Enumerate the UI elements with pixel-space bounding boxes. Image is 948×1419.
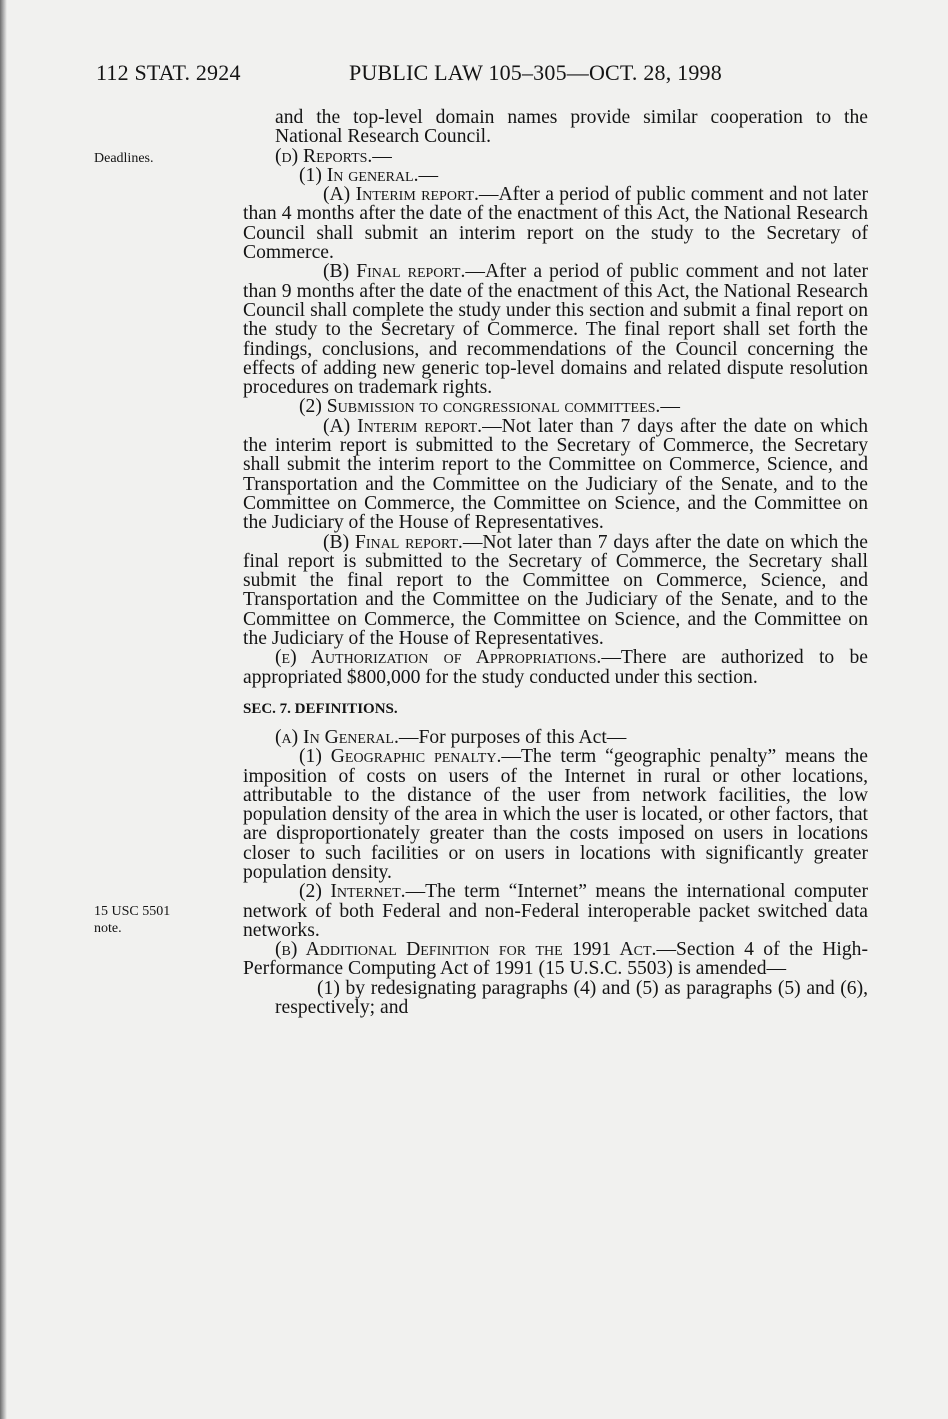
- a1-text: —The term “geographic penalty” means the imposition of costs on users of the Internet in rural or other locations, attributable to the distance of the user from network facilities, the low population density of the area in which the user is located, or other factors, that are disproportionately greater than the costs imposed on users in locations closer to such facilities or on users in locations with significantly greater population density.: [243, 746, 868, 883]
- subsection-d-heading: (d) Reports.—: [275, 145, 392, 167]
- b-lead: (b) Additional Definition for the 1991 Act.: [275, 939, 657, 961]
- margin-note-usc: [94, 903, 170, 937]
- paragraph-d1-heading: (1) In general.—: [299, 164, 439, 186]
- paragraph-continuation: and the top-level domain names provide similar cooperation to the National Research Council.: [275, 107, 868, 148]
- paragraph-d2a: [243, 417, 868, 533]
- d2a-text: —Not later than 7 days after the date on which the interim report is submitted to the Secretary of Commerce, the Secretary shall submit the interim report to the Committee on Commerce, Science, and Transportation and the Committee on the Judiciary of the Senate, and to the Committee on Commerce, the Committee on Science, and the Committee on the Judiciary of the House of Representatives.: [243, 415, 869, 534]
- d1b-text: —After a period of public comment and not later than 9 months after the date of the enactment of this Act, the National Research Council shall complete the study under this section and submit a final report on the study to the Secretary of Commerce. The final report shall set forth the findings, conclusions, and recommendations of the Council concerning the effects of adding new generic top-level domains and related dispute resolution procedures on trademark rights.: [243, 261, 868, 399]
- d1a-lead: (A) Interim report.: [323, 184, 479, 206]
- law-title: PUBLIC LAW 105–305—OCT. 28, 1998: [349, 60, 722, 85]
- stat-page-number: 112 STAT. 2924: [96, 60, 241, 85]
- section-7-heading: SEC. 7. DEFINITIONS.: [243, 700, 398, 717]
- paragraph-a2: [243, 882, 868, 940]
- subsection-a: [243, 728, 868, 747]
- margin-note-deadlines: Deadlines.: [94, 151, 154, 166]
- a-text: —For purposes of this Act—: [398, 726, 627, 748]
- paragraph-d2-heading: (2) Submission to congressional committees.—: [299, 396, 680, 418]
- paragraph-b1: (1) by redesignating paragraphs (4) and (5) as paragraphs (5) and (6), respectively; and: [275, 977, 868, 1019]
- body-text: [243, 108, 868, 1017]
- d2b-lead: (B) Final report.: [323, 531, 463, 553]
- page-header: [96, 60, 856, 90]
- a2-lead: (2) Internet.: [299, 881, 406, 903]
- d1b-lead: (B) Final report.: [323, 261, 466, 283]
- paragraph-a1: [243, 747, 868, 882]
- margin-note-usc-line2: note.: [94, 921, 122, 936]
- subsection-b: [243, 940, 868, 979]
- d1a-text: —After a period of public comment and not later than 4 months after the date of the enactment of this Act, the National Research Council shall submit an interim report on the study to the Secretary of Commerce.: [243, 184, 868, 264]
- paragraph-d2b: [243, 533, 868, 649]
- a1-lead: (1) Geographic penalty.: [299, 746, 502, 768]
- d2b-text: —Not later than 7 days after the date on which the final report is submitted to the Secretary of Commerce, the Secretary shall submit the final report to the Committee on Commerce, Science, and Transportation and the Committee on the Judiciary of the Senate, and to the Committee on Commerce, the Committee on Science, and the Committee on the Judiciary of the House of Representatives.: [243, 531, 868, 650]
- e-lead: (e) Authorization of Appropriations.: [275, 647, 602, 669]
- subsection-e: [243, 648, 868, 687]
- paragraph-d1a: [243, 185, 868, 262]
- e-text: —There are authorized to be appropriated $800,000 for the study conducted under this section.: [243, 647, 868, 688]
- d2a-lead: (A) Interim report.: [323, 415, 483, 437]
- scan-edge-shadow: [0, 0, 7, 1419]
- b-text: —Section 4 of the High-Performance Computing Act of 1991 (15 U.S.C. 5503) is amended—: [243, 939, 868, 980]
- paragraph-d1b: [243, 262, 868, 397]
- a2-text: —The term “Internet” means the international computer network of both Federal and non-Federal interoperable packet switched data networks.: [243, 881, 868, 941]
- margin-note-usc-line1: 15 USC 5501: [94, 904, 171, 919]
- a-lead: (a) In General.: [275, 726, 399, 748]
